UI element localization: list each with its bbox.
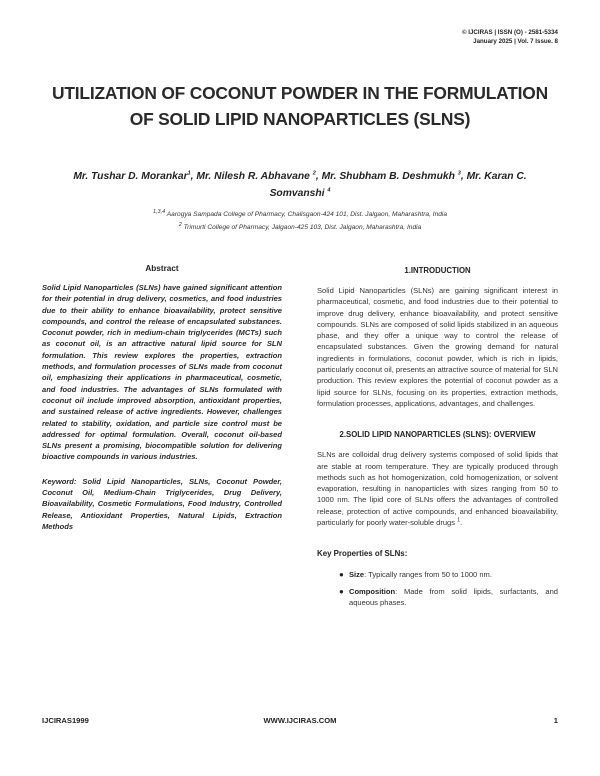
author-2: Mr. Nilesh R. Abhavane $^2$, — [196, 170, 322, 182]
footer-journal-id: IJCIRAS1999 — [42, 716, 89, 725]
key-properties-list — [317, 569, 558, 608]
citation-ref: 1 — [457, 517, 461, 524]
affiliation-list — [60, 208, 540, 234]
affiliation-1: $^{1,3,4}$ Aarogya Sampada College of Pharmacy, Chalisgaon-424 101, Dist. Jalgaon, Maharashtra, India — [152, 208, 448, 218]
author-4: Mr. Karan C. Somvanshi $^4$ — [269, 171, 527, 199]
page-number: 1 — [553, 716, 558, 725]
author-list — [50, 168, 550, 202]
journal-issn: © IJCIRAS | ISSN (O) - 2581-5334 — [461, 29, 558, 36]
overview-text: SLNs are colloidal drug delivery systems composed of solid lipids that are stable at room temperature. They are typically produced through methods such as hot homogenization, cold homogenization, or solvent evaporation, resulting in nanoparticles with sizes ranging from 50 to 1000 nm. The lipid core of SLNs offers the advantages of controlled release, protection of active compounds, and enhanced bioavailability, particularly for poorly water-soluble drugs $^1$. — [317, 450, 558, 528]
section-heading-overview: 2.SOLID LIPID NANOPARTICLES (SLNS): OVERVIEW — [339, 430, 536, 440]
paper-title: UTILIZATION OF COCONUT POWDER IN THE FORMULATION OF SOLID LIPID NANOPARTICLES (SLNS) — [52, 83, 548, 129]
right-column — [317, 265, 558, 613]
left-column — [42, 263, 282, 532]
journal-issue: January 2025 | Vol. 7 Issue. 8 — [473, 38, 558, 45]
abstract-text: Solid Lipid Nanoparticles (SLNs) have gained significant attention for their potential in drug delivery, cosmetics, and food industries due to their ability to enhance bioavailability, protect sensitive compounds, and control the release of encapsulated substances. Coconut powder, rich in medium-chain triglycerides (MCTs) such as coconut oil, is an attractive natural lipid source for SLN formulation. This review explores the properties, extraction methods, and formulation processes of SLNs made from coconut oil, emphasizing their applications in pharmaceutical, cosmetic, and food industries. The advantages of SLNs formulated with coconut oil include improved absorption, antioxidant properties, and sustained release of active ingredients. However, challenges related to stability, oxidation, and particle size control must be addressed for optimal formulation. Overall, coconut oil-based SLNs present a promising, biocompatible solution for delivering bioactive compounds in various industries. — [42, 283, 282, 462]
introduction-text: Solid Lipid Nanoparticles (SLNs) are gaining significant interest in pharmaceutical, cosmetic, and food industries due to their potential to improve drug delivery, enhance bioavailability, and protect sensitive compounds. SLNs are composed of solid lipids stabilized in an aqueous phase, and they offer a unique way to control the release of encapsulated substances. Given the growing demand for natural ingredients in formulations, coconut powder, which is rich in lipids, particularly coconut oil, presents an attractive source of material for SLN production. This review explores the potential of coconut powder as a lipid source for SLNs, focusing on its properties, extraction methods, formulation processes, applications, advantages, and challenges. — [317, 286, 558, 408]
affiliation-2: $^2$ Trimurti College of Pharmacy, Jalgaon-425 103, Dist. Jalgaon, Maharashtra, India — [178, 221, 422, 231]
author-3: Mr. Shubham B. Deshmukh $^3$, — [321, 170, 467, 182]
key-properties-heading: Key Properties of SLNs: — [317, 549, 408, 559]
abstract-heading: Abstract — [145, 264, 179, 273]
journal-meta — [462, 28, 558, 46]
bullet-icon: ● — [339, 570, 344, 580]
section-heading-introduction: 1.INTRODUCTION — [404, 266, 471, 275]
list-item: ● Size: Typically ranges from 50 to 1000 nm. — [339, 570, 492, 580]
list-item: ● Composition: Made from solid lipids, surfactants, and aqueous phases. — [339, 586, 558, 607]
bullet-icon: ● — [339, 586, 344, 596]
footer-website: WWW.IJCIRAS.COM — [263, 716, 337, 725]
page-footer — [42, 716, 558, 728]
author-1: Mr. Tushar D. Morankar$^1$, — [73, 170, 197, 182]
keywords-text: Keyword: Solid Lipid Nanoparticles, SLNs, Coconut Powder, Coconut Oil, Medium-Chain Triglycerides, Drug Delivery, Bioavailability, Cosmetic Formulations, Food Industry, Controlled Release, Antioxidant Properties, Natural Lipids, Extraction Methods — [42, 476, 282, 531]
